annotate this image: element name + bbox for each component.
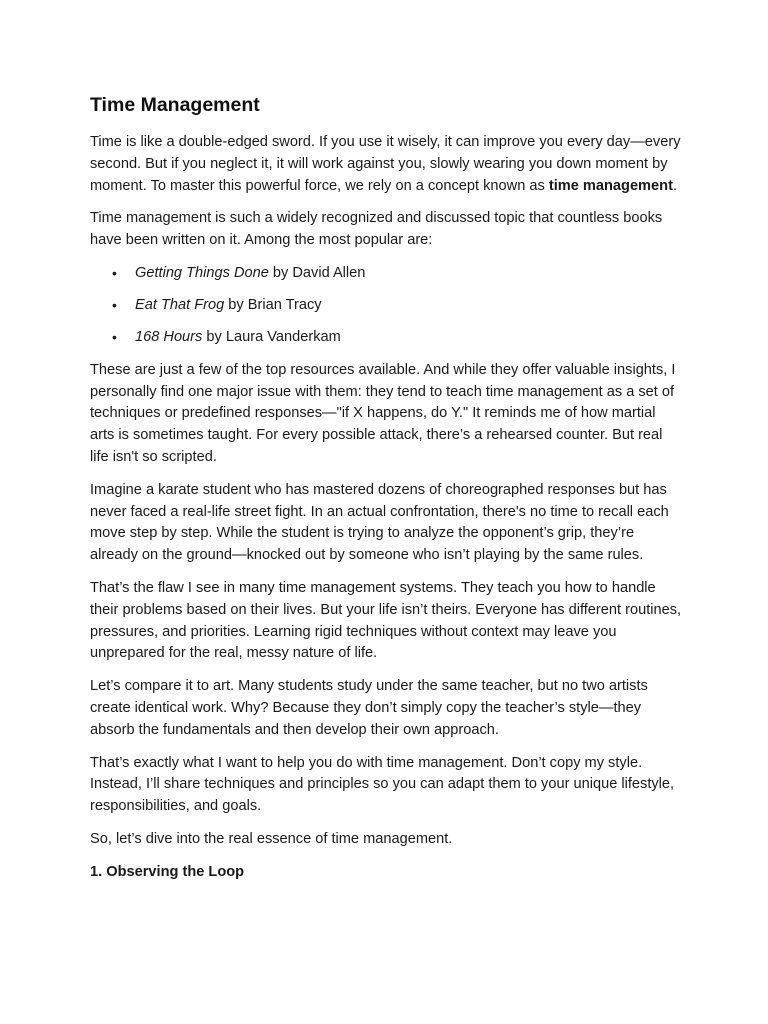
book-author: by Laura Vanderkam <box>202 328 341 345</box>
book-title: Getting Things Done <box>135 264 269 281</box>
books-intro-paragraph: Time management is such a widely recognized and discussed topic that countless books have been written on it. Among the most popular are: <box>90 210 663 249</box>
body-paragraph-goal: That’s exactly what I want to help you do with time management. Don’t copy my style. Instead, I’ll share techniques and principles so you can adapt them to your unique lifestyle, responsibilities, and goals. <box>90 754 675 815</box>
book-author: by David Allen <box>268 264 366 281</box>
body-paragraph-dive-in: So, let’s dive into the real essence of time management. <box>90 830 453 847</box>
book-list <box>90 263 682 349</box>
book-author: by Brian Tracy <box>224 296 322 313</box>
section-heading: 1. Observing the Loop <box>90 863 245 880</box>
list-item <box>90 295 682 317</box>
intro-end: . <box>672 177 677 194</box>
body-paragraph-art: Let’s compare it to art. Many students study under the same teacher, but no two artists create identical work. Why? Because they don’t simply copy the teacher’s style—they absorb the fundamentals and then develop their own approach. <box>90 678 648 738</box>
page-title: Time Management <box>90 94 260 116</box>
intro-bold-term: time management <box>548 177 673 194</box>
bullet-icon: • <box>112 296 117 313</box>
intro-paragraph <box>90 132 682 197</box>
list-item <box>90 263 682 285</box>
list-item <box>90 327 682 349</box>
book-title: 168 Hours <box>135 328 203 345</box>
document-page <box>90 91 682 883</box>
book-title: Eat That Frog <box>135 296 225 313</box>
body-paragraph-flaw: That’s the flaw I see in many time management systems. They teach you how to handle their problems based on their lives. But your life isn’t theirs. Everyone has different routines, pressures, and priorities. Learning rigid techniques without context may leave you unprepared for the real, messy nature of life. <box>90 579 682 662</box>
intro-text: Time is like a double-edged sword. If you use it wisely, it can improve you every day—every second. But if you neglect it, it will work against you, slowly wearing you down moment by moment. To master this powerful force, we rely on a concept known as <box>90 134 681 194</box>
body-paragraph-karate: Imagine a karate student who has mastered dozens of choreographed responses but has never faced a real-life street fight. In an actual confrontation, there's no time to recall each move step by step. While the student is trying to analyze the opponent’s grip, they’re already on the ground—knocked out by someone who isn’t playing by the same rules. <box>90 481 669 564</box>
bullet-icon: • <box>112 328 117 345</box>
bullet-icon: • <box>112 264 117 281</box>
body-paragraph-critique: These are just a few of the top resources available. And while they offer valuable insights, I personally find one major issue with them: they tend to teach time management as a set of techniques or predefined responses—"if X happens, do Y." It reminds me of how martial arts is sometimes taught. For every possible attack, there’s a rehearsed counter. But real life isn't so scripted. <box>90 361 676 465</box>
